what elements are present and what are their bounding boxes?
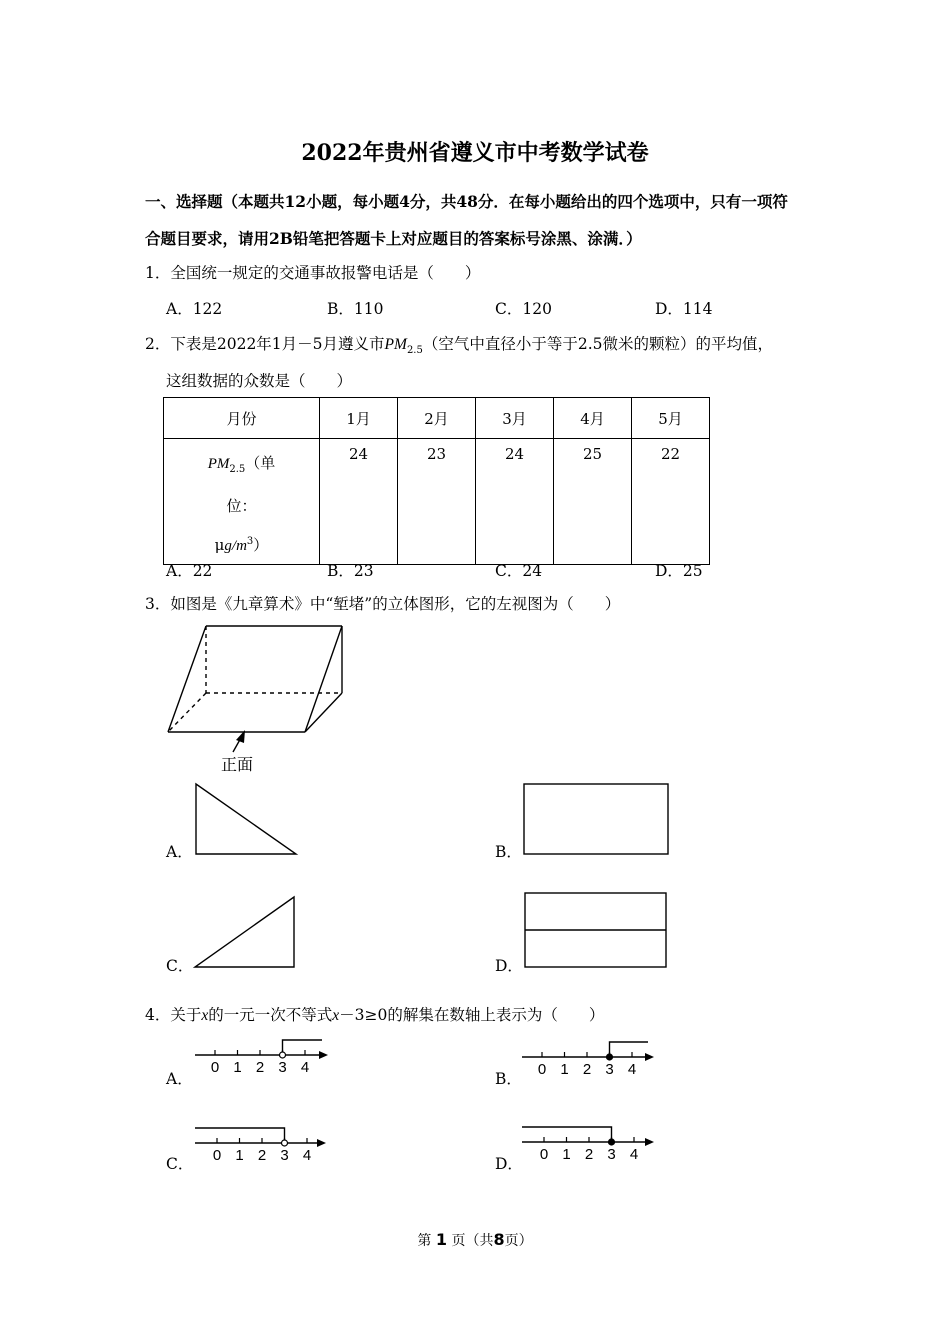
unit-part-1: （单 <box>245 454 276 472</box>
endpoint-dot-a <box>280 1052 286 1058</box>
footer-page: 1 <box>435 1230 447 1249</box>
tick-label-b: 2 <box>582 1061 592 1078</box>
q2-stem-part-b: （空气中直径小于等于2.5微米的颗粒）的平均值， <box>422 335 773 353</box>
q3-option-d-label: D． <box>495 957 523 975</box>
tick-label-c: 2 <box>257 1147 267 1164</box>
number-line-arrow-icon-a <box>319 1051 328 1059</box>
number-line-arrow-icon-d <box>645 1138 654 1146</box>
unit-mu: μ <box>214 536 225 554</box>
footer-mid: 页（共 <box>451 1233 494 1249</box>
q2-pm-label: PM <box>384 336 407 353</box>
unit-m: /m <box>231 538 247 554</box>
q3-option-b-label: B． <box>495 843 522 861</box>
q2-option-c: C．24 <box>495 562 543 580</box>
solution-ray-a <box>283 1040 323 1055</box>
tick-label-b: 1 <box>560 1061 569 1078</box>
tick-label-a: 2 <box>255 1059 265 1076</box>
tick-label-d: 3 <box>607 1146 616 1163</box>
q4-option-c-label: C． <box>166 1155 194 1173</box>
q4-var: x <box>201 1007 209 1024</box>
q1-option-c: C．120 <box>495 300 552 318</box>
q2-option-a: A．22 <box>166 562 213 580</box>
table-cell: 22 <box>632 439 710 565</box>
q1-option-b: B．110 <box>327 300 384 318</box>
q2-option-b: B．23 <box>327 562 374 580</box>
solution-ray-b <box>610 1042 649 1057</box>
tick-label-c: 1 <box>235 1147 244 1164</box>
section-heading-line1: 一、选择题（本题共12小题，每小题4分，共48分．在每小题给出的四个选项中，只有一项符 <box>145 192 788 211</box>
q3-option-a-label: A． <box>166 843 193 861</box>
footer-post: 页） <box>504 1233 533 1249</box>
question-2-stem-line2: 这组数据的众数是（ ） <box>166 372 353 390</box>
pm-label: PM <box>207 456 230 472</box>
tick-label-a: 0 <box>210 1059 220 1076</box>
table-header-cell: 1月 <box>320 398 398 439</box>
number-line-arrow-icon-b <box>645 1053 654 1061</box>
table-header-cell: 4月 <box>554 398 632 439</box>
tick-label-a: 4 <box>300 1059 310 1076</box>
question-1-stem: 1．全国统一规定的交通事故报警电话是（ ） <box>145 264 481 282</box>
number-line-arrow-icon-c <box>317 1139 326 1147</box>
table-cell: 23 <box>398 439 476 565</box>
tick-label-d: 0 <box>539 1146 549 1163</box>
unit-close: ） <box>253 536 269 554</box>
unit-sup: 3 <box>246 536 254 547</box>
q2-option-d: D．25 <box>655 562 703 580</box>
footer-pre: 第 <box>417 1233 432 1249</box>
page-footer <box>0 1230 950 1250</box>
q4-stem-part-b: 的一元一次不等式 <box>208 1006 333 1024</box>
q4-option-d-label: D． <box>495 1155 523 1173</box>
q3-option-c-label: C． <box>166 957 194 975</box>
tick-label-b: 0 <box>537 1061 547 1078</box>
exam-title: 2022年贵州省遵义市中考数学试卷 <box>301 140 649 166</box>
tick-label-d: 4 <box>629 1146 639 1163</box>
tick-label-c: 3 <box>280 1147 289 1164</box>
tick-label-b: 4 <box>627 1061 637 1078</box>
table-header-cell: 3月 <box>476 398 554 439</box>
endpoint-dot-c <box>282 1140 288 1146</box>
endpoint-dot-b <box>607 1054 613 1060</box>
footer-total: 8 <box>493 1230 505 1249</box>
q1-option-a: A．122 <box>166 300 223 318</box>
question-3-stem: 3．如图是《九章算术》中“堑堵”的立体图形，它的左视图为（ ） <box>145 595 621 613</box>
tick-label-a: 1 <box>233 1059 242 1076</box>
unit-g: g <box>224 538 232 554</box>
tick-label-b: 3 <box>605 1061 614 1078</box>
unit-part-2: 位： <box>226 497 257 515</box>
endpoint-dot-d <box>609 1139 615 1145</box>
q4-option-b-label: B． <box>495 1070 522 1088</box>
q1-option-d: D．114 <box>655 300 713 318</box>
tick-label-c: 4 <box>302 1147 312 1164</box>
tick-label-c: 0 <box>212 1147 222 1164</box>
q4-stem-part-c: －3≥0的解集在数轴上表示为（ ） <box>339 1006 605 1024</box>
section-heading-line2: 合题目要求，请用2B铅笔把答题卡上对应题目的答案标号涂黑、涂满．） <box>145 229 642 248</box>
table-header-cell: 5月 <box>632 398 710 439</box>
table-header-cell: 2月 <box>398 398 476 439</box>
q4-option-a-label: A． <box>166 1070 193 1088</box>
q4-stem-part-a: 4．关于 <box>145 1006 202 1024</box>
q2-pm-sub: 2.5 <box>406 345 423 357</box>
table-header-cell: 月份 <box>164 398 320 439</box>
pm-label-sub: 2.5 <box>229 464 246 475</box>
tick-label-a: 3 <box>278 1059 287 1076</box>
front-view-label: 正面 <box>221 755 254 774</box>
tick-label-d: 2 <box>584 1146 594 1163</box>
table-cell: 25 <box>554 439 632 565</box>
table-cell: 24 <box>320 439 398 565</box>
table-cell: 24 <box>476 439 554 565</box>
tick-label-d: 1 <box>562 1146 571 1163</box>
q4-var-2: x <box>332 1007 340 1024</box>
q2-stem-part-a: 2．下表是2022年1月－5月遵义市 <box>145 335 385 353</box>
